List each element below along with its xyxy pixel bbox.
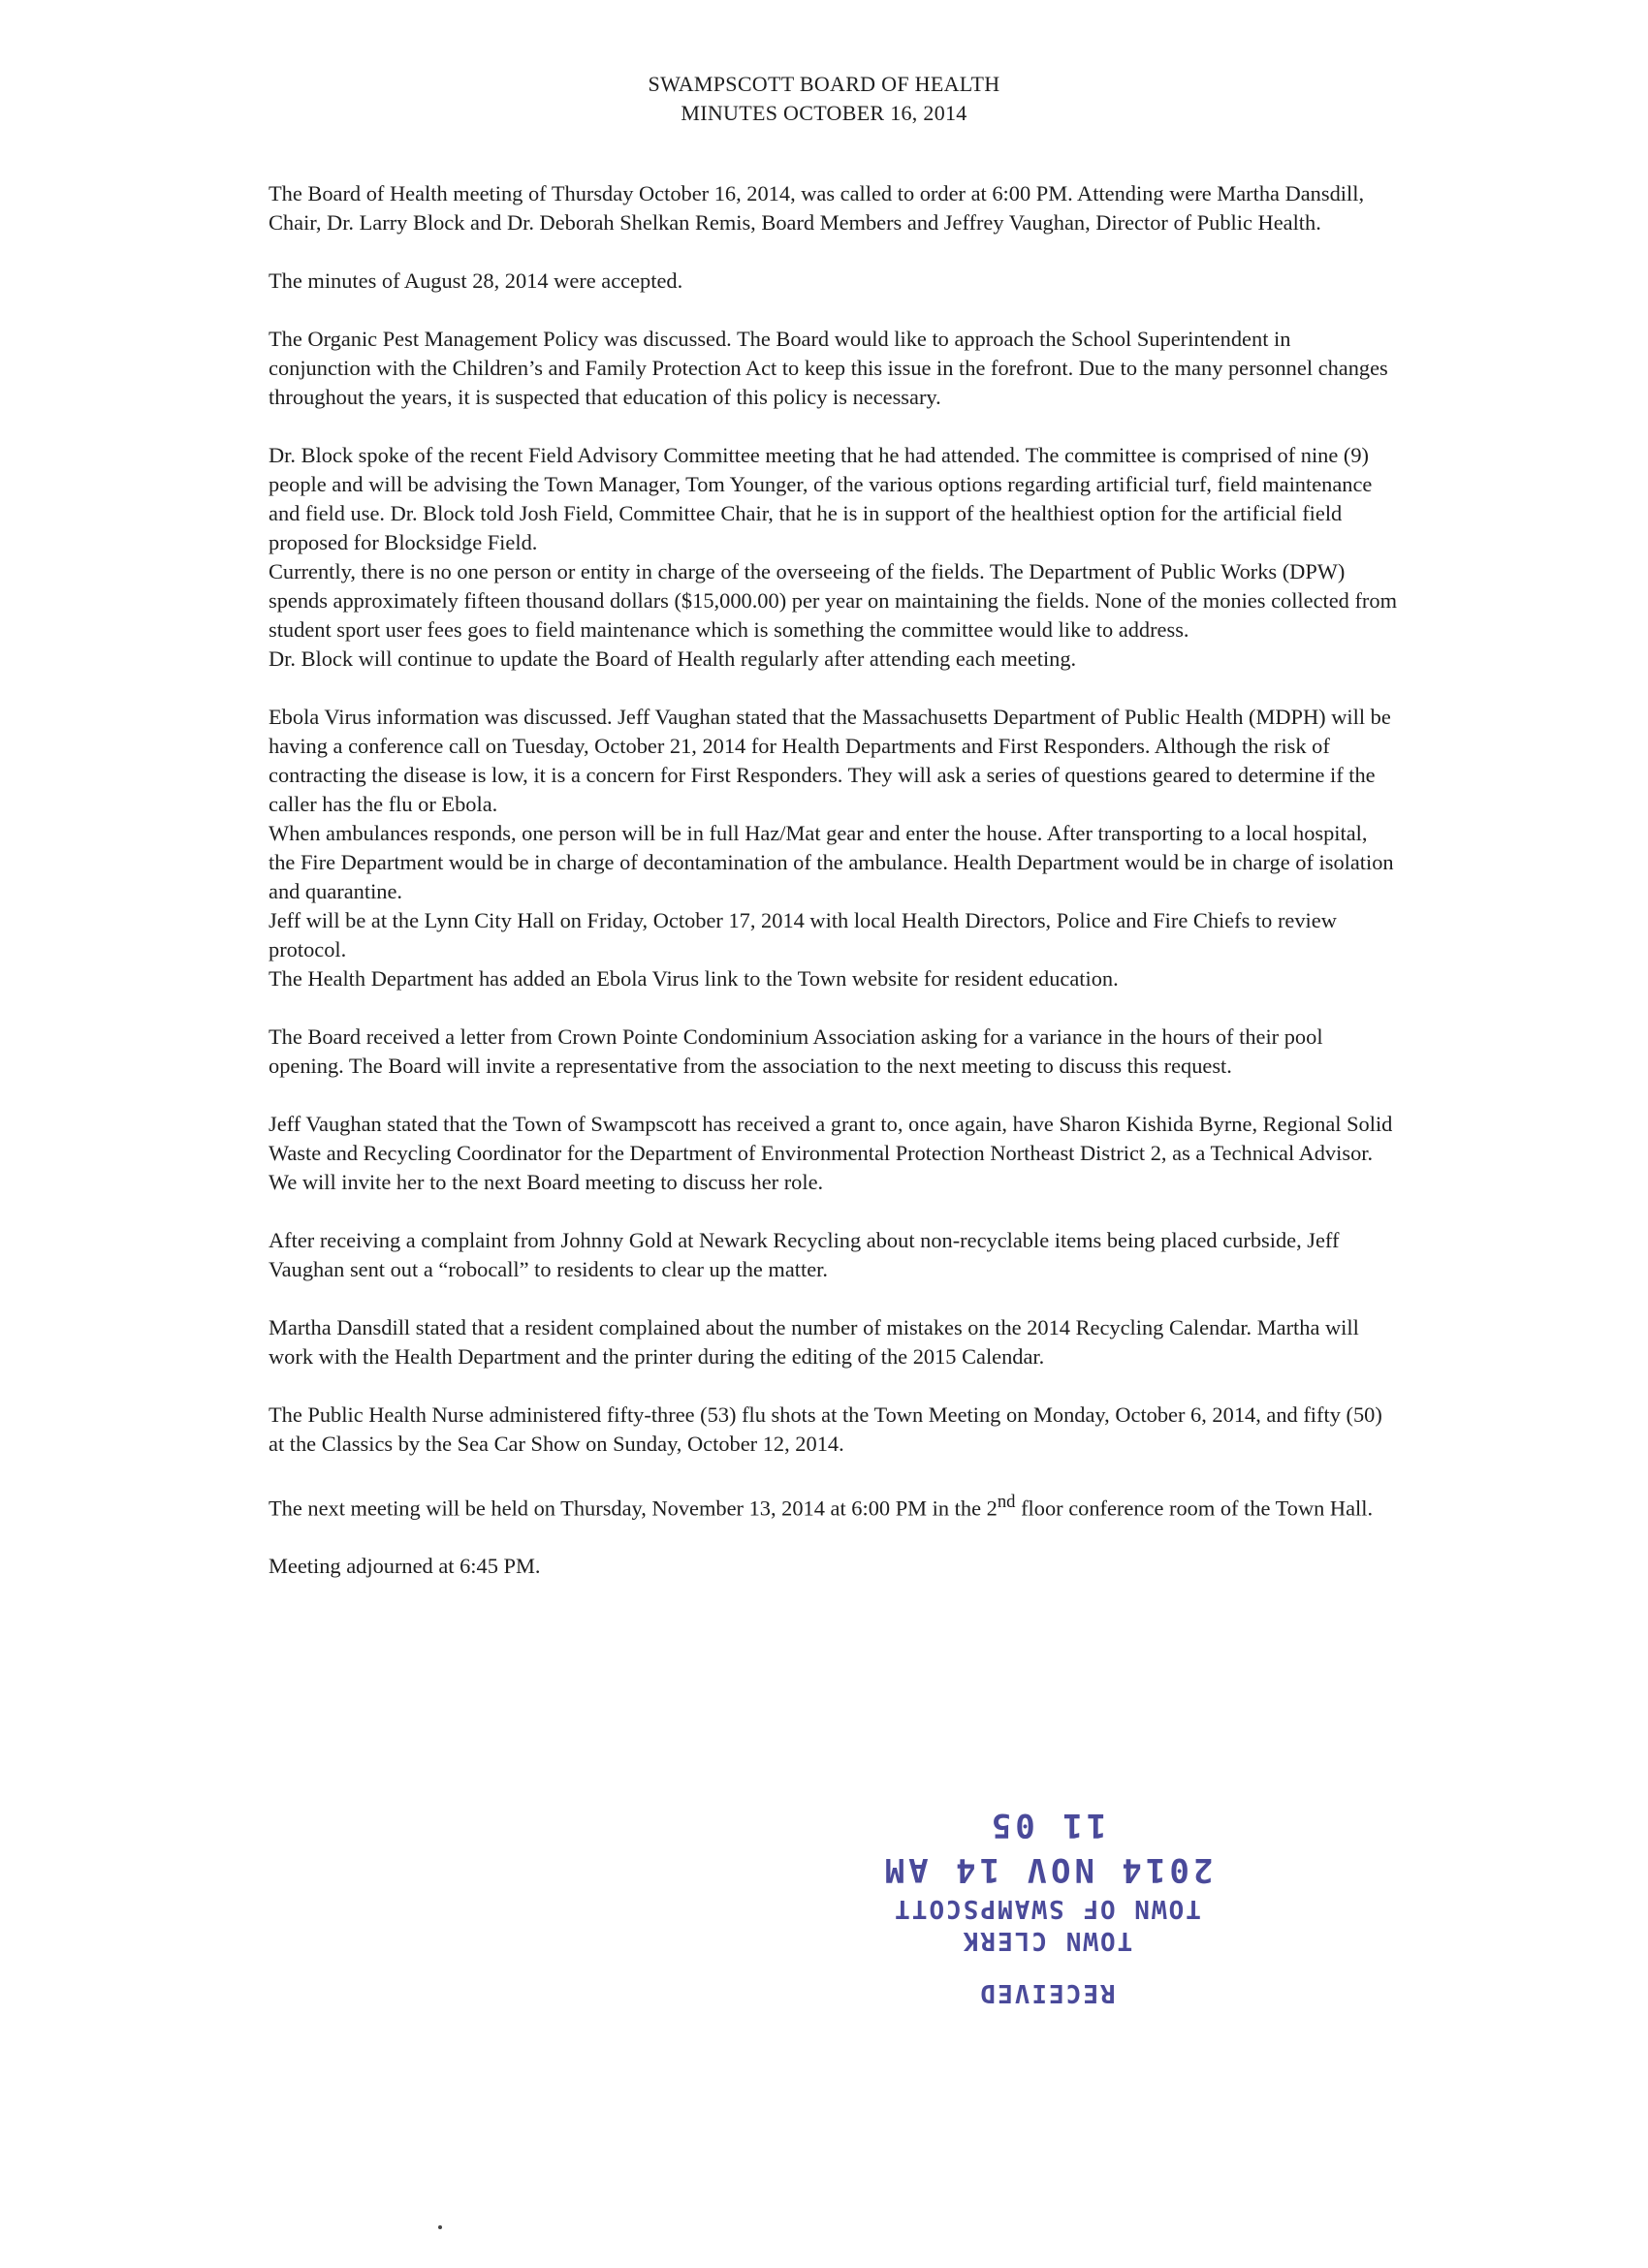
paragraph-call-to-order: The Board of Health meeting of Thursday October 16, 2014, was called to order at 6:00 PM. Attending were Martha Dansdill, Chair, Dr. Larry Block and Dr. Deborah Shelkan Remis, Board Members and Jeffrey Vaughan, Director of Public Health. (269, 181, 1365, 235)
paragraph-recycling-grant: Jeff Vaughan stated that the Town of Swampscott has received a grant to, once again, have Sharon Kishida Byrne, Regional Solid Waste and Recycling Coordinator for the Department of Environmental Protection Northeast District 2, as a Technical Advisor. We will invite her to the next Board meeting to discuss her role. (269, 1112, 1393, 1194)
minutes-body (269, 179, 1398, 1610)
paragraph-robocall: After receiving a complaint from Johnny Gold at Newark Recycling about non-recyclable items being placed curbside, Jeff Vaughan sent out a “robocall” to residents to clear up the matter. (269, 1228, 1340, 1281)
paragraph-ebola-info: Ebola Virus information was discussed. Jeff Vaughan stated that the Massachusetts Department of Public Health (MDPH) will be having a conference call on Tuesday, October 21, 2014 for Health Departments and First Responders. Although the risk of contracting the disease is low, it is a concern for First Responders. They will ask a series of questions geared to determine if the caller has the flu or Ebola. (269, 705, 1391, 816)
stamp-date: 2014 NOV 14 AM 11 05 (880, 1806, 1214, 1889)
ordinal-suffix: nd (997, 1492, 1016, 1512)
stamp-received: RECEIVED (978, 1978, 1116, 2007)
paragraph-field-oversight: Currently, there is no one person or entity in charge of the overseeing of the fields. The Department of Public Works (DPW) spends approximately fifteen thousand dollars ($15,000.00) per year on maintaining the fields. None of the monies collected from student sport user fees goes to field maintenance which is something the committee would like to address. (269, 559, 1397, 642)
paragraph-next-meeting (269, 1488, 1398, 1523)
paragraph-recycling-calendar: Martha Dansdill stated that a resident complained about the number of mistakes on the 2014 Recycling Calendar. Martha will work with the Health Department and the printer during the editing of the 2015 Calendar. (269, 1315, 1359, 1369)
paragraph-minutes-accepted: The minutes of August 28, 2014 were accepted. (269, 268, 683, 293)
paragraph-flu-shots: The Public Health Nurse administered fifty-three (53) flu shots at the Town Meeting on Monday, October 6, 2014, and fifty (50) at the Classics by the Sea Car Show on Sunday, October 12, 2014. (269, 1402, 1382, 1456)
paragraph-pest-management: The Organic Pest Management Policy was discussed. The Board would like to approach the School Superintendent in conjunction with the Children’s and Family Protection Act to keep this issue in the forefront. Due to the many personnel changes throughout the years, it is suspected that education of this policy is necessary. (269, 327, 1388, 409)
paragraph-field-committee: Dr. Block spoke of the recent Field Advisory Committee meeting that he had attended. The committee is comprised of nine (9) people and will be advising the Town Manager, Tom Younger, of the various options regarding artificial turf, field maintenance and field use. Dr. Block told Josh Field, Committee Chair, that he is in support of the healthiest option for the artificial field proposed for Blocksidge Field. (269, 443, 1373, 554)
scan-speck (438, 2225, 442, 2229)
paragraph-pool-variance: The Board received a letter from Crown Pointe Condominium Association asking for a variance in the hours of their pool opening. The Board will invite a representative from the association to the next meeting to discuss this request. (269, 1024, 1323, 1078)
document-subtitle: MINUTES OCTOBER 16, 2014 (681, 101, 967, 125)
paragraph-field-updates: Dr. Block will continue to update the Board of Health regularly after attending each meeting. (269, 646, 1077, 671)
paragraph-adjourned: Meeting adjourned at 6:45 PM. (269, 1554, 541, 1579)
next-meeting-text-end: floor conference room of the Town Hall. (1015, 1496, 1374, 1521)
received-stamp (853, 1803, 1241, 2008)
document-title: SWAMPSCOTT BOARD OF HEALTH (648, 72, 1000, 96)
stamp-town-name: TOWN OF SWAMPSCOTT (893, 1894, 1201, 1923)
paragraph-ebola-protocol: Jeff will be at the Lynn City Hall on Friday, October 17, 2014 with local Health Directors, Police and Fire Chiefs to review protocol. (269, 908, 1337, 961)
paragraph-ebola-ambulance: When ambulances responds, one person will be in full Haz/Mat gear and enter the house. After transporting to a local hospital, the Fire Department would be in charge of decontamination of the ambulance. Health Department would be in charge of isolation and quarantine. (269, 821, 1394, 903)
stamp-town-clerk: TOWN CLERK (961, 1926, 1133, 1955)
next-meeting-text: The next meeting will be held on Thursday, November 13, 2014 at 6:00 PM in the 2 (269, 1496, 998, 1521)
paragraph-ebola-website: The Health Department has added an Ebola Virus link to the Town website for resident education. (269, 966, 1119, 991)
document-header (0, 70, 1648, 128)
